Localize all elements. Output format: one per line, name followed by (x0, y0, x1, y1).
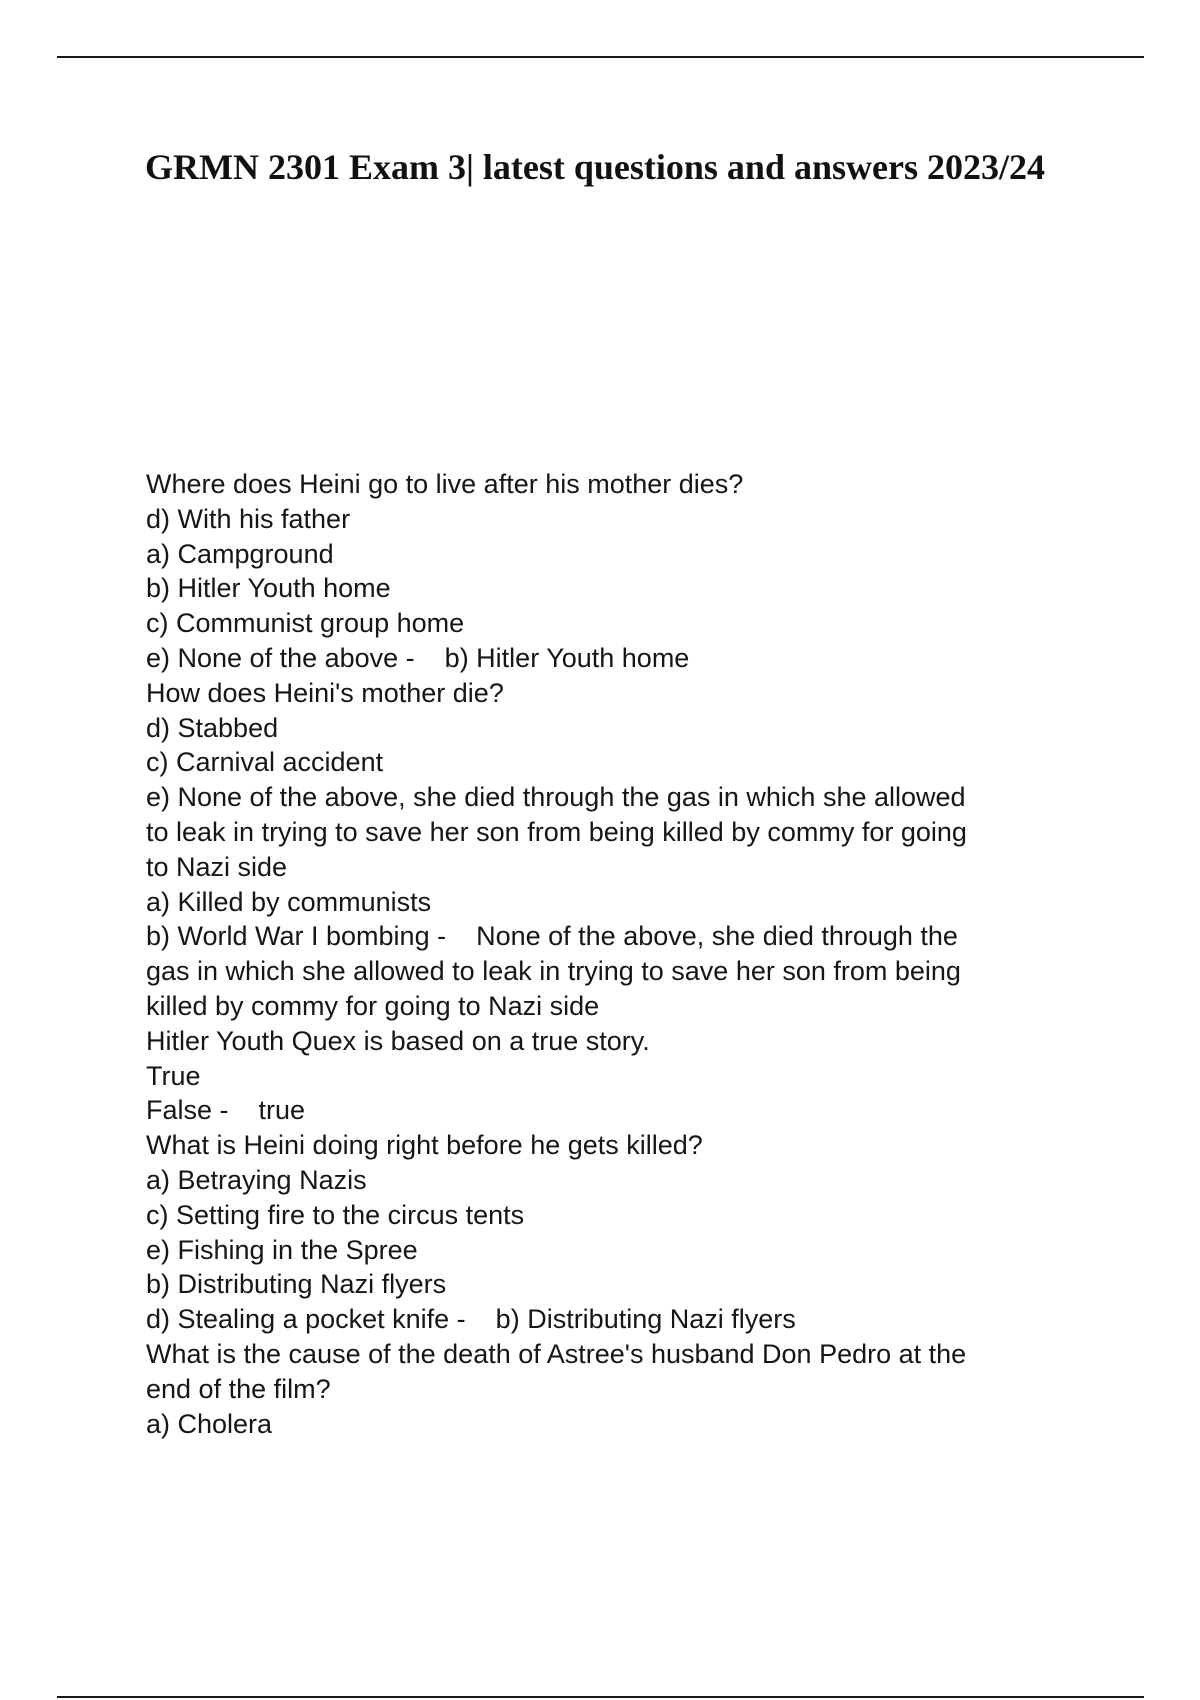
text-line: e) None of the above - b) Hitler Youth home (146, 642, 690, 673)
text-line: What is the cause of the death of Astree's husband Don Pedro at the (146, 1338, 967, 1369)
text-line: e) Fishing in the Spree (146, 1234, 418, 1265)
text-line: c) Setting fire to the circus tents (146, 1199, 525, 1230)
text-line: b) Hitler Youth home (146, 573, 391, 604)
text-line: killed by commy for going to Nazi side (146, 990, 600, 1021)
text-line: a) Betraying Nazis (146, 1164, 367, 1195)
text-line: b) World War I bombing - None of the above, she died through the (146, 921, 958, 952)
text-line: a) Killed by communists (146, 886, 432, 917)
text-line: b) Distributing Nazi flyers (146, 1269, 447, 1300)
text-line: a) Campground (146, 538, 334, 569)
text-line: a) Cholera (146, 1408, 273, 1439)
text-line: False - true (146, 1095, 306, 1126)
text-line: c) Communist group home (146, 608, 465, 639)
text-line: What is Heini doing right before he gets killed? (146, 1130, 703, 1161)
text-line: d) Stealing a pocket knife - b) Distributing Nazi flyers (146, 1304, 796, 1335)
text-line: c) Carnival accident (146, 747, 384, 778)
document-title: GRMN 2301 Exam 3| latest questions and answers 2023/24 (145, 147, 1045, 187)
text-line: Where does Heini go to live after his mother dies? (146, 469, 744, 499)
text-line: gas in which she allowed to leak in trying to save her son from being (146, 956, 961, 987)
document-body (146, 467, 1076, 1441)
text-line: How does Heini's mother die? (146, 677, 504, 708)
text-line: e) None of the above, she died through the gas in which she allowed (146, 782, 966, 813)
text-line: True (146, 1060, 201, 1091)
text-line: d) With his father (146, 503, 351, 534)
text-line: Hitler Youth Quex is based on a true story. (146, 1025, 650, 1056)
bottom-rule (57, 1696, 1144, 1698)
text-line: to leak in trying to save her son from being killed by commy for going (146, 816, 967, 847)
text-line: d) Stabbed (146, 712, 279, 743)
top-rule (57, 56, 1144, 58)
text-line: to Nazi side (146, 851, 288, 882)
text-line: end of the film? (146, 1373, 331, 1404)
